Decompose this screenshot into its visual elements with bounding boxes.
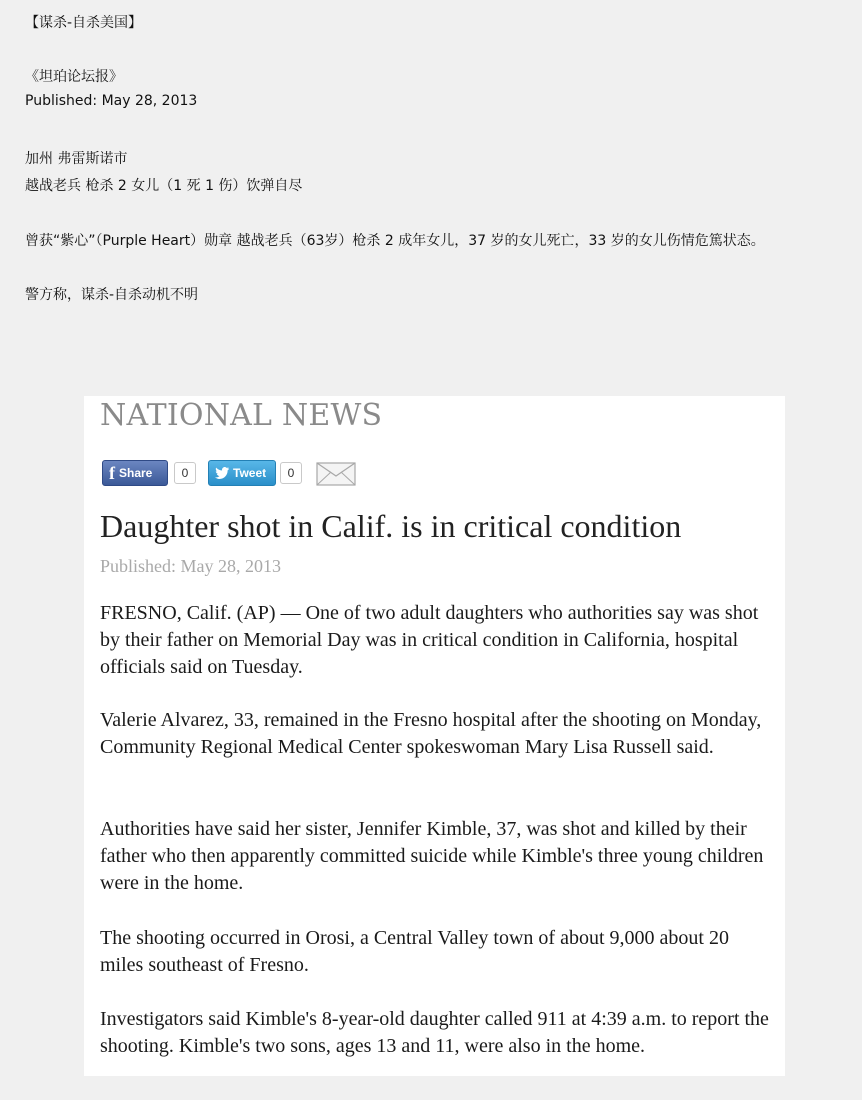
tweet-button[interactable] bbox=[208, 460, 276, 486]
tweet-label: Tweet bbox=[233, 466, 267, 480]
intro-summary: 越战老兵 枪杀 2 女儿（1 死 1 伤）饮弹自尽 bbox=[25, 178, 303, 194]
article-paragraph: The shooting occurred in Orosi, a Central Valley town of about 9,000 about 20 miles southeast of Fresno. bbox=[100, 927, 729, 976]
share-count: 0 bbox=[174, 462, 196, 484]
article-paragraph: Investigators said Kimble's 8-year-old daughter called 911 at 4:39 a.m. to report the shooting. Kimble's two sons, ages 13 and 11, were also in the home. bbox=[100, 1008, 769, 1057]
section-title: NATIONAL NEWS bbox=[100, 398, 383, 433]
intro-source: 《坦珀论坛报》 bbox=[25, 69, 123, 85]
article-paragraph: FRESNO, Calif. (AP) — One of two adult daughters who authorities say was shot by their father on Memorial Day was in critical condition in California, hospital officials said on Tuesday. bbox=[100, 602, 759, 678]
article-published: Published: May 28, 2013 bbox=[100, 556, 282, 576]
facebook-icon: f bbox=[109, 463, 115, 483]
intro-detail: 曾获“紫心”（Purple Heart）勋章 越战老兵（63岁）枪杀 2 成年女儿，37 岁的女儿死亡，33 岁的女儿伤情危篤状态。 bbox=[25, 233, 765, 249]
tweet-count: 0 bbox=[280, 462, 302, 484]
share-label: Share bbox=[119, 466, 153, 480]
article-paragraph: Authorities have said her sister, Jennifer Kimble, 37, was shot and killed by their father who then apparently committed suicide while Kimble's three young children were in the home. bbox=[100, 818, 764, 894]
intro-location: 加州 弗雷斯诺市 bbox=[25, 151, 128, 167]
intro-motive: 警方称，谋杀-自杀动机不明 bbox=[25, 287, 199, 303]
article-headline: Daughter shot in Calif. is in critical condition bbox=[100, 508, 682, 544]
intro-tag: 【谋杀-自杀美国】 bbox=[25, 15, 143, 31]
twitter-bird-icon bbox=[215, 467, 229, 479]
envelope-icon[interactable] bbox=[316, 462, 356, 486]
facebook-share-button[interactable] bbox=[102, 460, 168, 486]
news-clipping bbox=[84, 396, 785, 1076]
article-paragraph: Valerie Alvarez, 33, remained in the Fresno hospital after the shooting on Monday, Community Regional Medical Center spokeswoman Mary Lisa Russell said. bbox=[100, 709, 762, 758]
intro-published: Published: May 28, 2013 bbox=[25, 93, 198, 109]
